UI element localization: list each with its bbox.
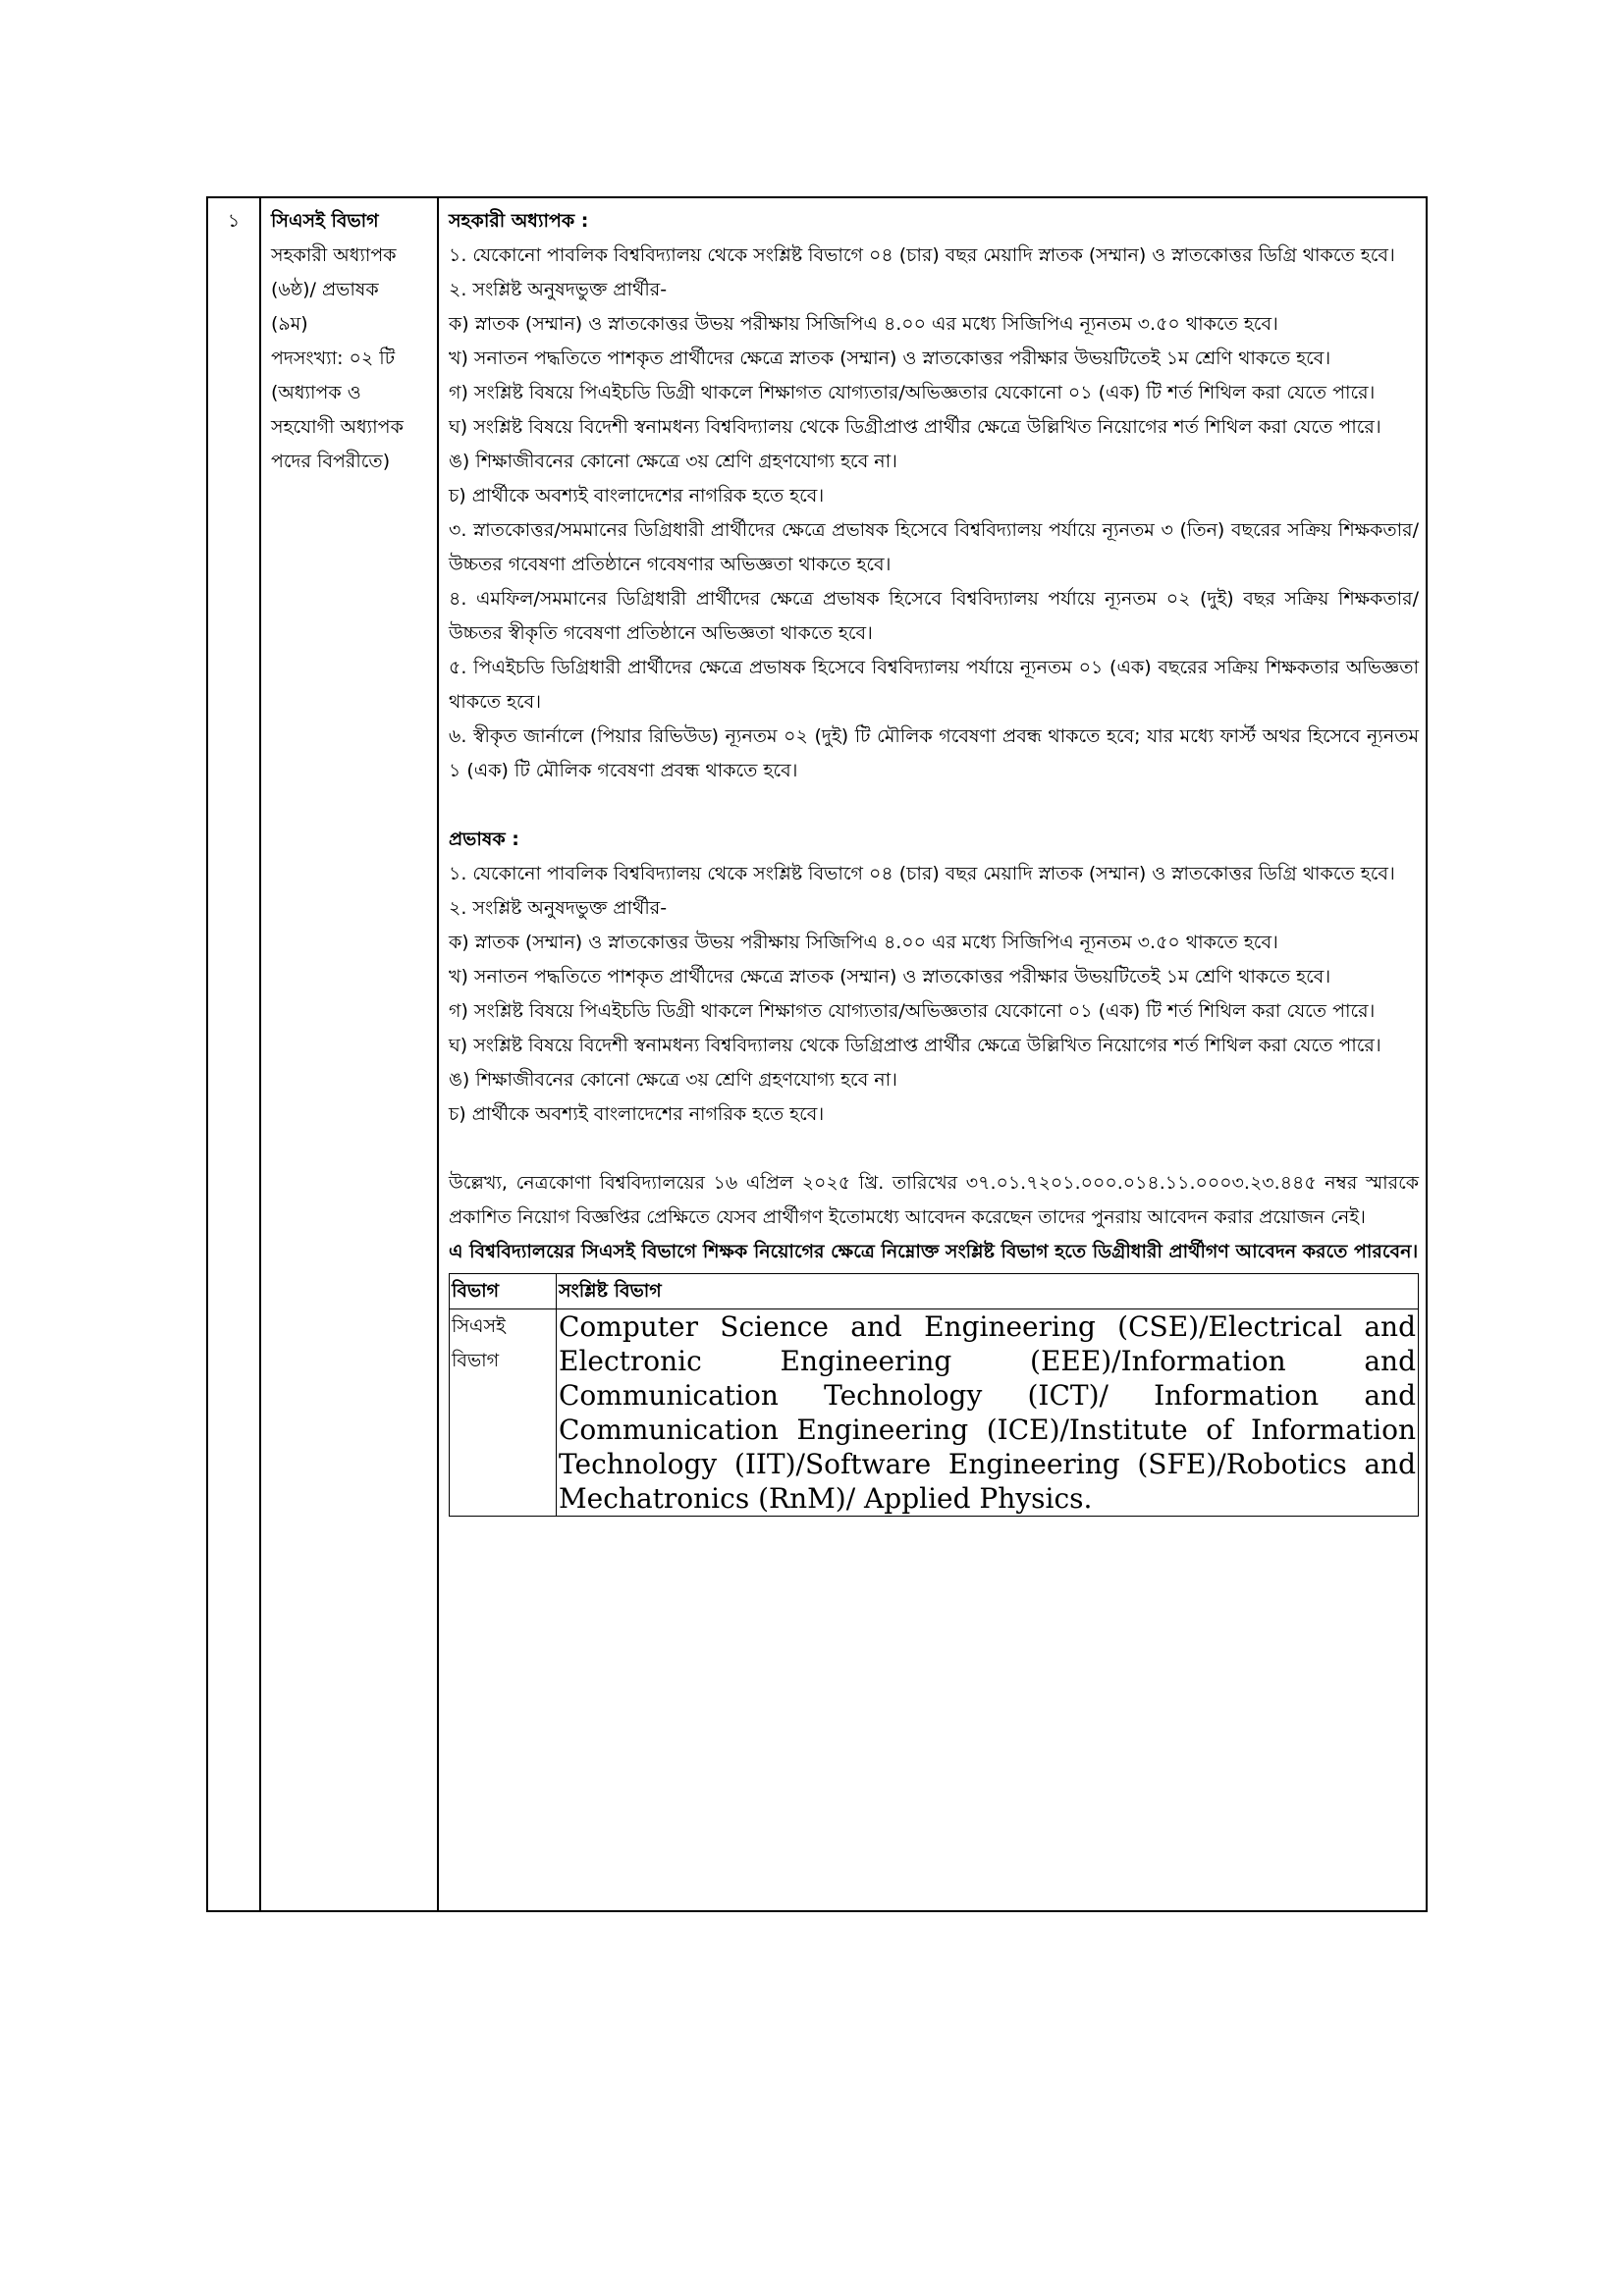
- column-divider: [437, 198, 439, 1910]
- requirement-item: চ) প্রার্থীকে অবশ্যই বাংলাদেশের নাগরিক হতে হবে।: [449, 485, 825, 507]
- dept-name: [450, 1309, 557, 1517]
- requirement-item: খ) সনাতন পদ্ধতিতে পাশকৃত প্রার্থীদের ক্ষেত্রে স্নাতক (সম্মান) ও স্নাতকোত্তর পরীক্ষার উভয়টিতেই ১ম শ্রেণি থাকতে হবে।: [449, 966, 1331, 988]
- post-line: সহযোগী অধ্যাপক: [271, 416, 404, 438]
- requirement-item: ৫. পিএইচডি ডিগ্রিধারী প্রার্থীদের ক্ষেত্রে প্রভাষক হিসেবে বিশ্ববিদ্যালয় পর্যায়ে ন্যূনতম ০১ (এক) বছরের সক্রিয় শিক্ষকতার অভিজ্ঞতা থাকতে হবে।: [449, 657, 1419, 713]
- requirement-item: ৩. স্নাতকোত্তর/সমমানের ডিগ্রিধারী প্রার্থীদের ক্ষেত্রে প্রভাষক হিসেবে বিশ্ববিদ্যালয় পর্যায়ে ন্যূনতম ৩ (তিন) বছরের সক্রিয় শিক্ষকতার/ উচ্চতর গবেষণা প্রতিষ্ঠানে গবেষণার অভিজ্ঞতা থাকতে হবে।: [449, 519, 1419, 575]
- post-line: (অধ্যাপক ও: [271, 382, 361, 403]
- spacer: [449, 1132, 1419, 1166]
- requirement-item: ঙ) শিক্ষাজীবনের কোনো ক্ষেত্রে ৩য় শ্রেণি গ্রহণযোগ্য হবে না।: [449, 1069, 897, 1091]
- requirement-item: ২. সংশ্লিষ্ট অনুষদভুক্ত প্রার্থীর-: [449, 897, 668, 919]
- requirements-table-row: [206, 196, 1428, 1912]
- dept-name-line: বিভাগ: [452, 1350, 500, 1371]
- requirement-item: ক) স্নাতক (সম্মান) ও স্নাতকোত্তর উভয় পরীক্ষায় সিজিপিএ ৪.০০ এর মধ্যে সিজিপিএ ন্যূনতম ৩.৫০ থাকতে হবে।: [449, 932, 1278, 953]
- requirement-item: ক) স্নাতক (সম্মান) ও স্নাতকোত্তর উভয় পরীক্ষায় সিজিপিএ ৪.০০ এর মধ্যে সিজিপিএ ন্যূনতম ৩.৫০ থাকতে হবে।: [449, 313, 1278, 335]
- related-dept-header: সংশ্লিষ্ট বিভাগ: [557, 1274, 1419, 1309]
- post-line: (৬ষ্ঠ)/ প্রভাষক: [271, 279, 379, 300]
- requirement-item: ১. যেকোনো পাবলিক বিশ্ববিদ্যালয় থেকে সংশ্লিষ্ট বিভাগে ০৪ (চার) বছর মেয়াদি স্নাতক (সম্মান) ও স্নাতকোত্তর ডিগ্রি থাকতে হবে।: [449, 863, 1395, 884]
- serial-number: ১: [227, 210, 241, 232]
- related-departments-table: [449, 1273, 1419, 1517]
- post-line: সহকারী অধ্যাপক: [271, 244, 397, 266]
- requirement-item: ২. সংশ্লিষ্ট অনুষদভুক্ত প্রার্থীর-: [449, 279, 668, 300]
- table-row: [450, 1309, 1419, 1517]
- post-description: [271, 204, 436, 479]
- requirement-item: গ) সংশ্লিষ্ট বিষয়ে পিএইচডি ডিগ্রী থাকলে শিক্ষাগত যোগ্যতার/অভিজ্ঞতার যেকোনো ০১ (এক) টি শর্ত শিথিল করা যেতে পারে।: [449, 382, 1376, 403]
- requirement-item: খ) সনাতন পদ্ধতিতে পাশকৃত প্রার্থীদের ক্ষেত্রে স্নাতক (সম্মান) ও স্নাতকোত্তর পরীক্ষার উভয়টিতেই ১ম শ্রেণি থাকতে হবে।: [449, 347, 1331, 369]
- requirement-item: চ) প্রার্থীকে অবশ্যই বাংলাদেশের নাগরিক হতে হবে।: [449, 1103, 825, 1125]
- related-departments-list: Computer Science and Engineering (CSE)/Electrical and Electronic Engineering (EEE)/Information and Communication Technology (ICT)/ Information and Communication Engineering (ICE)/Institute of Information Technology (IIT)/Software Engineering (SFE)/Robotics and Mechatronics (RnM)/ Applied Physics.: [557, 1309, 1419, 1517]
- assistant-professor-requirements: [449, 239, 1419, 788]
- post-line: পদসংখ্যা: ০২ টি: [271, 347, 396, 369]
- eligible-departments-note: এ বিশ্ববিদ্যালয়ের সিএসই বিভাগে শিক্ষক নিয়োগের ক্ষেত্রে নিম্নোক্ত সংশ্লিষ্ট বিভাগ হতে ডিগ্রীধারী প্রার্থীগণ আবেদন করতে পারবেন।: [449, 1241, 1419, 1262]
- requirement-item: ঙ) শিক্ষাজীবনের কোনো ক্ষেত্রে ৩য় শ্রেণি গ্রহণযোগ্য হবে না।: [449, 451, 897, 472]
- requirement-item: ঘ) সংশ্লিষ্ট বিষয়ে বিদেশী স্বনামধন্য বিশ্ববিদ্যালয় থেকে ডিগ্রীপ্রাপ্ত প্রার্থীর ক্ষেত্রে উল্লিখিত নিয়োগের শর্ত শিথিল করা যেতে পারে।: [449, 416, 1381, 438]
- post-line: (৯ম): [271, 313, 308, 335]
- column-divider: [259, 198, 261, 1910]
- previous-applicants-note: উল্লেখ্য, নেত্রকোণা বিশ্ববিদ্যালয়ের ১৬ এপ্রিল ২০২৫ খ্রি. তারিখের ৩৭.০১.৭২০১.০০০.০১৪.১১.০০০৩.২৩.৪৪৫ নম্বর স্মারকে প্রকাশিত নিয়োগ বিজ্ঞপ্তির প্রেক্ষিতে যেসব প্রার্থীগণ ইতোমধ্যে আবেদন করেছেন তাদের পুনরায় আবেদন করার প্রয়োজন নেই।: [449, 1172, 1419, 1228]
- dept-name-line: সিএসই: [452, 1315, 506, 1337]
- post-line: পদের বিপরীতে): [271, 451, 391, 472]
- requirement-item: গ) সংশ্লিষ্ট বিষয়ে পিএইচডি ডিগ্রী থাকলে শিক্ষাগত যোগ্যতার/অভিজ্ঞতার যেকোনো ০১ (এক) টি শর্ত শিথিল করা যেতে পারে।: [449, 1000, 1376, 1022]
- requirement-item: ঘ) সংশ্লিষ্ট বিষয়ে বিদেশী স্বনামধন্য বিশ্ববিদ্যালয় থেকে ডিগ্রিপ্রাপ্ত প্রার্থীর ক্ষেত্রে উল্লিখিত নিয়োগের শর্ত শিথিল করা যেতে পারে।: [449, 1035, 1381, 1056]
- requirement-item: ৪. এমফিল/সমমানের ডিগ্রিধারী প্রার্থীদের ক্ষেত্রে প্রভাষক হিসেবে বিশ্ববিদ্যালয় পর্যায়ে ন্যূনতম ০২ (দুই) বছর সক্রিয় শিক্ষকতার/ উচ্চতর স্বীকৃতি গবেষণা প্রতিষ্ঠানে অভিজ্ঞতা থাকতে হবে।: [449, 588, 1419, 644]
- lecturer-requirements: [449, 857, 1419, 1132]
- requirement-item: ১. যেকোনো পাবলিক বিশ্ববিদ্যালয় থেকে সংশ্লিষ্ট বিভাগে ০৪ (চার) বছর মেয়াদি স্নাতক (সম্মান) ও স্নাতকোত্তর ডিগ্রি থাকতে হবে।: [449, 244, 1395, 266]
- assistant-professor-heading: সহকারী অধ্যাপক :: [449, 210, 589, 232]
- post-line: সিএসই বিভাগ: [271, 210, 379, 232]
- lecturer-heading: প্রভাষক :: [449, 828, 519, 850]
- dept-header: বিভাগ: [450, 1274, 557, 1309]
- requirement-item: ৬. স্বীকৃত জার্নালে (পিয়ার রিভিউড) ন্যূনতম ০২ (দুই) টি মৌলিক গবেষণা প্রবন্ধ থাকতে হবে; যার মধ্যে ফার্স্ট অথর হিসেবে ন্যূনতম ১ (এক) টি মৌলিক গবেষণা প্রবন্ধ থাকতে হবে।: [449, 725, 1419, 781]
- qualification-cell: [449, 204, 1419, 1517]
- spacer: [449, 788, 1419, 823]
- table-header-row: [450, 1274, 1419, 1309]
